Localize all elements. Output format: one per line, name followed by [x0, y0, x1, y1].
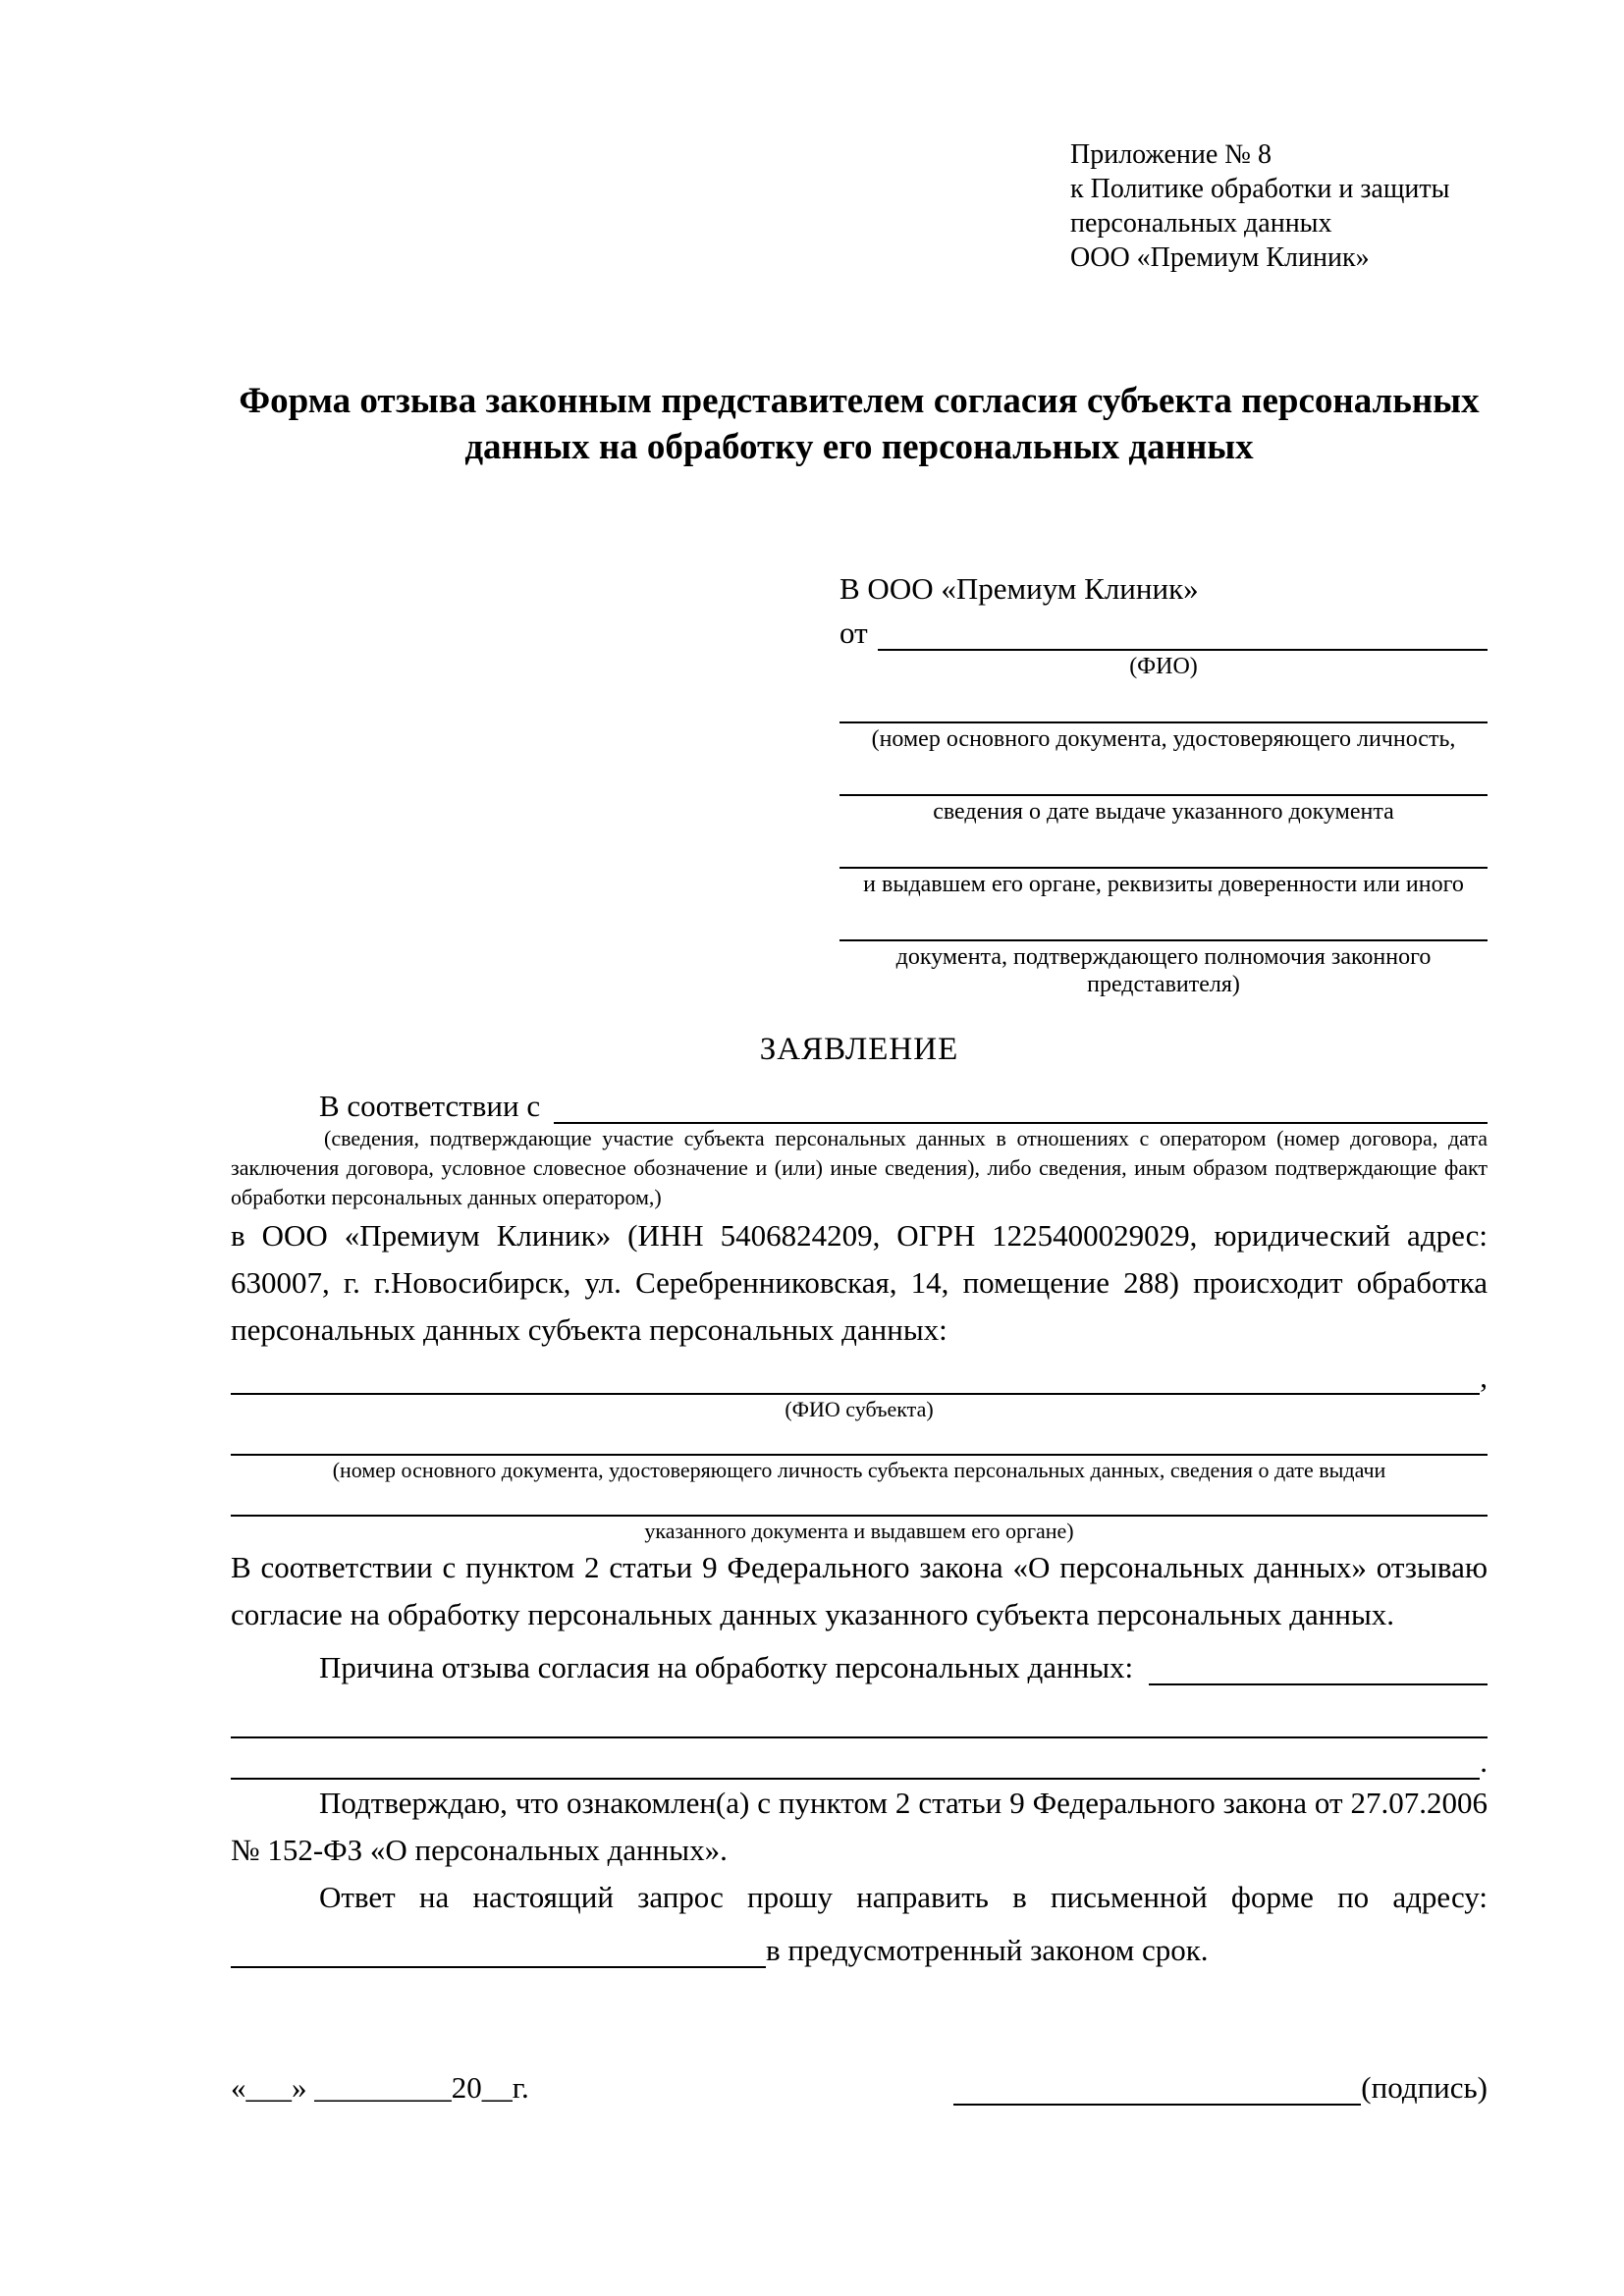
fio-caption: (ФИО) [1129, 654, 1198, 679]
reply-address-blank [231, 1921, 766, 1968]
from-label: от [839, 615, 868, 650]
reason-end-row [231, 1738, 1488, 1780]
comma-suffix: , [1480, 1360, 1488, 1394]
doc-date-blank [839, 771, 1488, 796]
reply-suffix: в предусмотренный законом срок. [766, 1933, 1209, 1967]
signature-caption: (подпись) [1361, 2070, 1488, 2105]
subject-fio-row [231, 1354, 1488, 1395]
footer-row [231, 2058, 1488, 2106]
doc-authority-caption: документа, подтверждающего полномочия законного представителя) [895, 944, 1432, 997]
reply-prefix: Ответ на настоящий запрос прошу направить в письменной форме по адресу: [319, 1880, 1488, 1914]
document-title: Форма отзыва законным представителем согласия субъекта персональных данных на обработку его персональных данных [239, 381, 1480, 467]
doc-date-field [839, 771, 1488, 826]
from-row [839, 610, 1488, 651]
reply-address-row [231, 1921, 1488, 1968]
doc-number-blank [839, 698, 1488, 723]
reason-blank-1 [1149, 1683, 1488, 1685]
appendix-company: ООО «Премиум Клиник» [1070, 242, 1370, 273]
period-suffix: . [1480, 1744, 1488, 1779]
addressee-to: В ООО «Премиум Клиник» [839, 571, 1199, 606]
basis-prefix: В соответствии с [319, 1089, 541, 1123]
subject-doc-caption-2: указанного документа и выдавшем его органе) [644, 1519, 1074, 1543]
reason-prefix: Причина отзыва согласия на обработку персональных данных: [319, 1650, 1134, 1684]
statement-heading: ЗАЯВЛЕНИЕ [759, 1032, 959, 1067]
reason-row [231, 1638, 1488, 1685]
signature-group [953, 2066, 1488, 2106]
withdrawal-paragraph: В соответствии с пунктом 2 статьи 9 Федерального закона «О персональных данных» отзываю согласие на обработку персональных данных указанного субъекта персональных данных. [231, 1550, 1488, 1631]
reason-blank-2 [231, 1695, 1488, 1738]
doc-issuer-field [839, 843, 1488, 898]
doc-date-caption: сведения о дате выдаче указанного документа [933, 799, 1394, 825]
doc-number-caption: (номер основного документа, удостоверяющего личность, [871, 726, 1456, 752]
doc-authority-field [839, 916, 1488, 998]
from-name-blank [878, 649, 1488, 651]
acknowledgement-paragraph: Подтверждаю, что ознакомлен(а) с пунктом 2 статьи 9 Федерального закона от 27.07.2006 № 152-ФЗ «О персональных данных». [231, 1786, 1488, 1867]
subject-fio-blank [231, 1393, 1480, 1395]
doc-authority-blank [839, 916, 1488, 941]
doc-issuer-caption: и выдавшем его органе, реквизиты доверенности или иного [863, 872, 1464, 897]
appendix-policy-line: к Политике обработки и защиты [1070, 174, 1450, 204]
basis-caption: (сведения, подтверждающие участие субъекта персональных данных в отношениях с оператором (номер договора, дата заключения договора, условное словесное обозначение и (или) иные сведения), либо сведения, иным образом подтверждающие факт обработки персональных данных оператором,) [231, 1126, 1488, 1209]
subject-doc-blank-1 [231, 1422, 1488, 1456]
date-blank-line: «___» _________20__г. [231, 2070, 529, 2105]
subject-fio-caption: (ФИО субъекта) [785, 1397, 934, 1421]
doc-number-field [839, 698, 1488, 753]
doc-issuer-blank [839, 843, 1488, 869]
addressee-block [839, 568, 1488, 998]
appendix-policy-line2: персональных данных [1070, 208, 1332, 239]
subject-doc-caption-1: (номер основного документа, удостоверяющего личность субъекта персональных данных, сведения о дате выдачи [332, 1458, 1386, 1482]
subject-doc-blank-2 [231, 1483, 1488, 1517]
signature-blank [953, 2066, 1361, 2106]
operator-paragraph: в ООО «Премиум Клиник» (ИНН 5406824209, ОГРН 1225400029029, юридический адрес: 630007, г. г.Новосибирск, ул. Серебренниковская, 14, помещение 288) происходит обработка персональных данных субъекта персональных данных: [231, 1218, 1488, 1347]
appendix-number: Приложение № 8 [1070, 139, 1272, 170]
basis-row [231, 1077, 1488, 1124]
appendix-header [1070, 137, 1488, 275]
